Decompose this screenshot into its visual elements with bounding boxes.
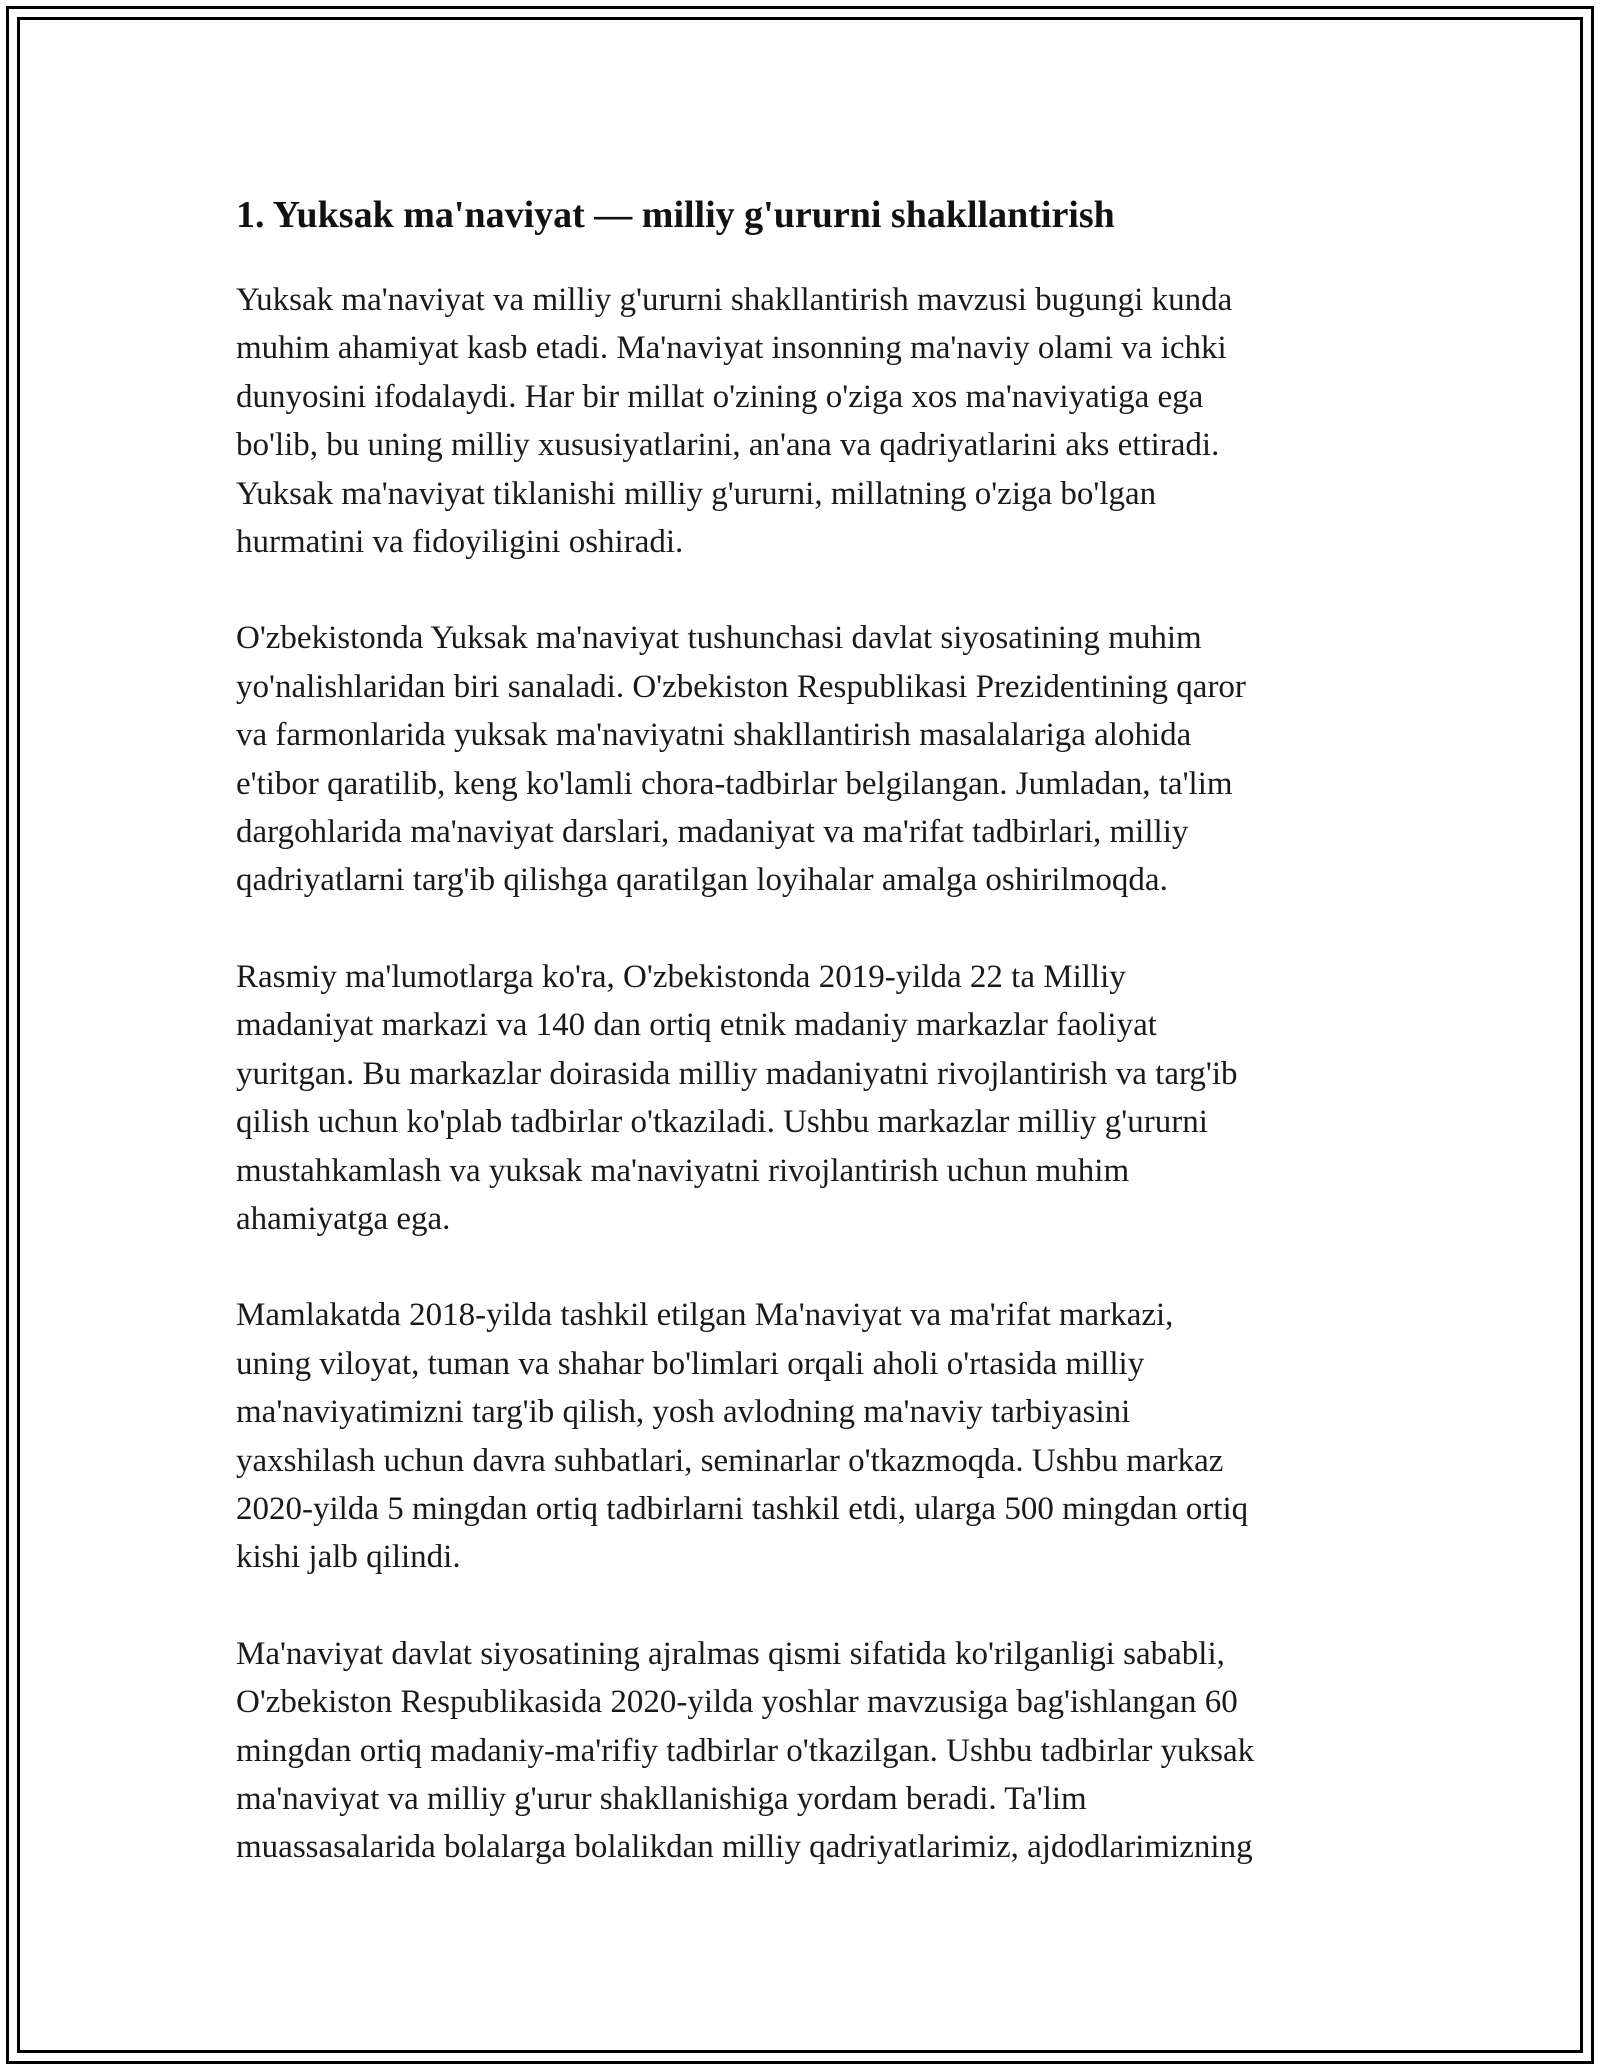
text-line: bo'lib, bu uning milliy xususiyatlarini, an'ana va qadriyatlarini aks ettiradi. [236, 427, 1220, 464]
text-line: O'zbekiston Respublikasida 2020-yilda yoshlar mavzusiga bag'ishlangan 60 [236, 1684, 1238, 1721]
text-line: va farmonlarida yuksak ma'naviyatni shakllantirish masalalariga alohida [236, 717, 1192, 754]
text-line: muassasalarida bolalarga bolalikdan milliy qadriyatlarimiz, ajdodlarimizning [236, 1829, 1253, 1866]
text-line: O'zbekistonda Yuksak ma'naviyat tushunchasi davlat siyosatining muhim [236, 620, 1202, 657]
text-line: mingdan ortiq madaniy-ma'rifiy tadbirlar o'tkazilgan. Ushbu tadbirlar yuksak [236, 1732, 1255, 1769]
text-line: madaniyat markazi va 140 dan ortiq etnik madaniy markazlar faoliyat [236, 1007, 1157, 1044]
paragraph [236, 953, 1386, 1243]
paragraph [236, 1291, 1386, 1581]
text-line: ahamiyatga ega. [236, 1200, 451, 1237]
text-line: kishi jalb qilindi. [236, 1539, 461, 1576]
text-line: hurmatini va fidoyiligini oshiradi. [236, 524, 684, 561]
text-line: yo'nalishlaridan biri sanaladi. O'zbekiston Respublikasi Prezidentining qaror [236, 668, 1246, 705]
text-line: Yuksak ma'naviyat va milliy g'ururni shakllantirish mavzusi bugungi kunda [236, 282, 1233, 318]
text-line: dargohlarida ma'naviyat darslari, madaniyat va ma'rifat tadbirlari, milliy [236, 814, 1189, 851]
text-line: uning viloyat, tuman va shahar bo'limlari orqali aholi o'rtasida milliy [236, 1345, 1145, 1382]
paragraph [236, 1630, 1386, 1872]
text-line: dunyosini ifodalaydi. Har bir millat o'zining o'ziga xos ma'naviyatiga ega [236, 378, 1204, 415]
text-line: Rasmiy ma'lumotlarga ko'ra, O'zbekistonda 2019-yilda 22 ta Milliy [236, 958, 1126, 995]
paragraph [236, 276, 1386, 566]
text-line: qilish uchun ko'plab tadbirlar o'tkaziladi. Ushbu markazlar milliy g'ururni [236, 1104, 1208, 1141]
paragraph [236, 614, 1386, 904]
text-line: ma'naviyatimizni targ'ib qilish, yosh avlodning ma'naviy tarbiyasini [236, 1394, 1131, 1431]
text-line: muhim ahamiyat kasb etadi. Ma'naviyat insonning ma'naviy olami va ichki [236, 330, 1227, 367]
section-heading: 1. Yuksak ma'naviyat — milliy g'ururni shakllantirish [236, 194, 1115, 236]
text-line: e'tibor qaratilib, keng ko'lamli chora-tadbirlar belgilangan. Jumladan, ta'lim [236, 765, 1233, 802]
text-line: Yuksak ma'naviyat tiklanishi milliy g'ururni, millatning o'ziga bo'lgan [236, 475, 1157, 512]
text-line: mustahkamlash va yuksak ma'naviyatni rivojlantirish uchun muhim [236, 1152, 1130, 1189]
text-line: yuritgan. Bu markazlar doirasida milliy madaniyatni rivojlantirish va targ'ib [236, 1055, 1238, 1092]
text-line: ma'naviyat va milliy g'urur shakllanishiga yordam beradi. Ta'lim [236, 1780, 1087, 1817]
text-line: Mamlakatda 2018-yilda tashkil etilgan Ma'naviyat va ma'rifat markazi, [236, 1297, 1174, 1334]
document-body [236, 188, 1386, 1920]
text-line: yaxshilash uchun davra suhbatlari, seminarlar o'tkazmoqda. Ushbu markaz [236, 1442, 1224, 1479]
text-line: 2020-yilda 5 mingdan ortiq tadbirlarni tashkil etdi, ularga 500 mingdan ortiq [236, 1490, 1249, 1527]
text-line: Ma'naviyat davlat siyosatining ajralmas qismi sifatida ko'rilganligi sababli, [236, 1635, 1225, 1672]
text-line: qadriyatlarni targ'ib qilishga qaratilgan loyihalar amalga oshirilmoqda. [236, 862, 1168, 899]
